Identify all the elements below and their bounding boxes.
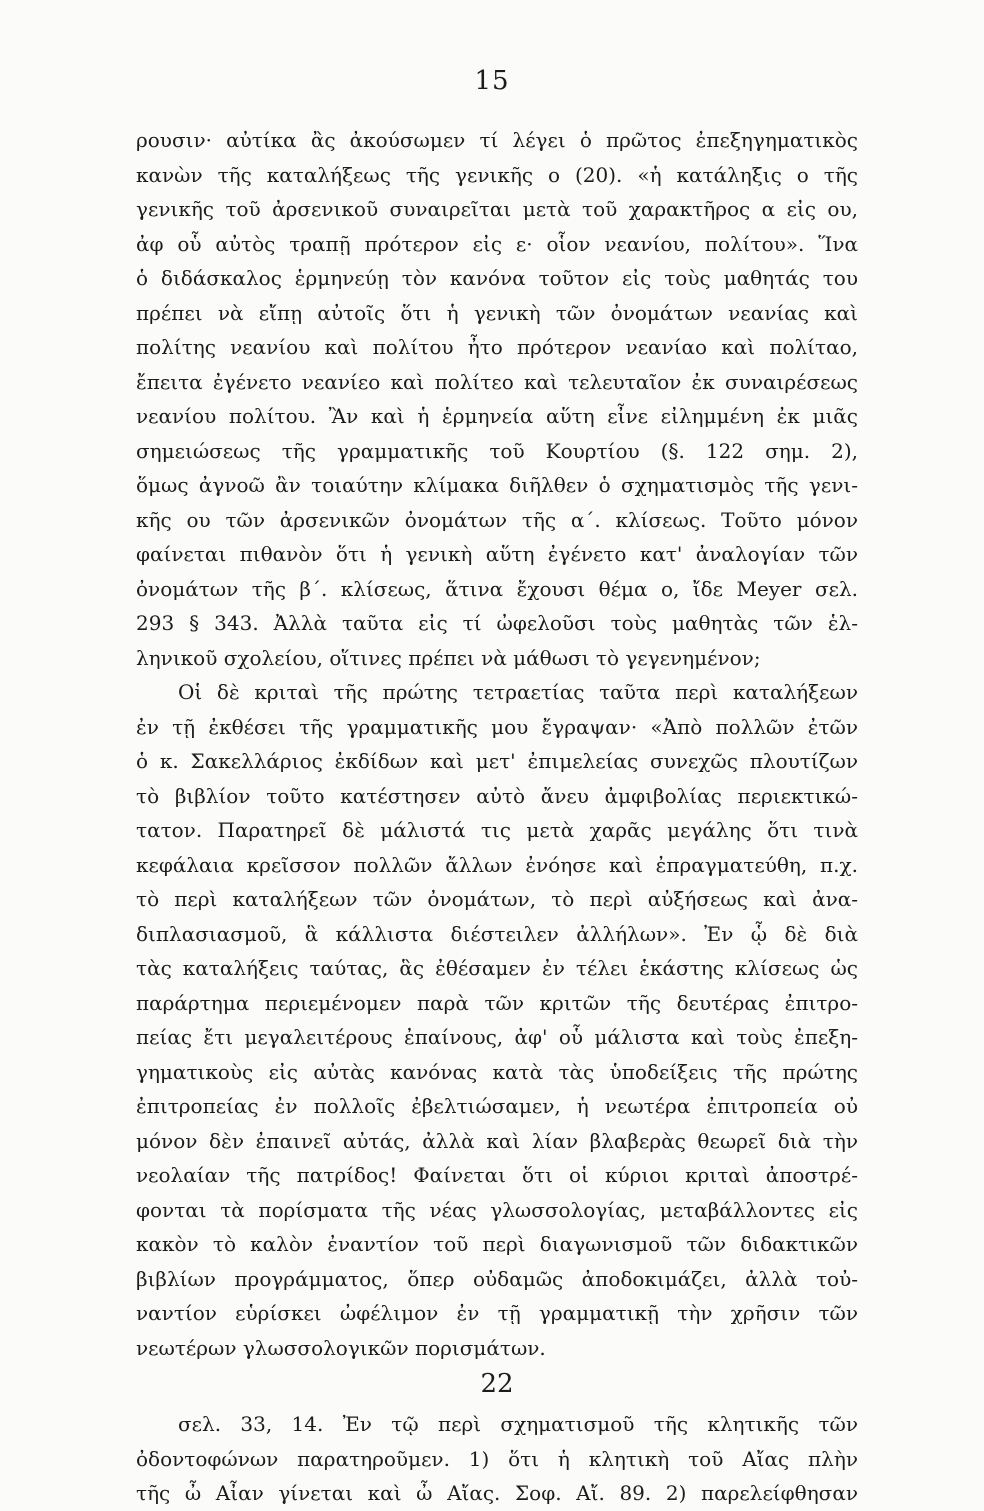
- text-line: ληνικοῦ σχολείου, οἵτινες πρέπει νὰ μάθωσι τὸ γεγενημένον;: [136, 645, 761, 670]
- paragraph-1: [136, 123, 858, 675]
- text-line: πρέπει νὰ εἴπῃ αὐτοῖς ὅτι ἡ γενικὴ τῶν ὀνομάτων νεανίας καὶ: [136, 300, 858, 325]
- text-line: ναντίον εὑρίσκει ὠφέλιμον ἐν τῇ γραμματικῇ τὴν χρῆσιν τῶν: [136, 1301, 858, 1325]
- text-line: νεολαίαν τῆς πατρίδος! Φαίνεται ὅτι οἱ κύριοι κριταὶ ἀποστρέ-: [136, 1163, 858, 1187]
- text-line: νεωτέρων γλωσσολογικῶν πορισμάτων.: [136, 1335, 546, 1360]
- text-line: νεανίου πολίτου. Ἂν καὶ ἡ ἑρμηνεία αὕτη εἶνε εἰλημμένη ἐκ μιᾶς: [136, 404, 858, 428]
- text-line: κανὼν τῆς καταλήξεως τῆς γενικῆς ο (20). «ἡ κατάληξις ο τῆς: [136, 162, 858, 187]
- text-line: τὸ βιβλίον τοῦτο κατέστησεν αὐτὸ ἄνευ ἀμφιβολίας περιεκτικώ-: [136, 783, 858, 808]
- text-line: τὰς καταλήξεις ταύτας, ἃς ἐθέσαμεν ἐν τέλει ἑκάστης κλίσεως ὡς: [136, 956, 858, 980]
- text-line: σημειώσεως τῆς γραμματικῆς τοῦ Κουρτίου (§. 122 σημ. 2),: [136, 438, 858, 463]
- text-line: 293 § 343. Ἀλλὰ ταῦτα εἰς τί ὠφελοῦσι τοὺς μαθητὰς τῶν ἑλ-: [136, 611, 858, 635]
- text-line: ὀδοντοφώνων παρατηροῦμεν. 1) ὅτι ἡ κλητικὴ τοῦ Αἴας πλὴν: [136, 1446, 858, 1471]
- text-line: ρουσιν· αὐτίκα ἂς ἀκούσωμεν τί λέγει ὁ πρῶτος ἐπεξηγηματικὸς: [136, 128, 858, 152]
- text-line: τῆς ὦ Αἶαν γίνεται καὶ ὦ Αἴας. Σοφ. Αἴ. 89. 2) παρελείφθησαν: [136, 1481, 858, 1505]
- text-line: γενικῆς τοῦ ἀρσενικοῦ συναιρεῖται μετὰ τοῦ χαρακτῆρος α εἰς ου,: [136, 197, 858, 221]
- text-line: γηματικοὺς εἰς αὐτὰς κανόνας κατὰ τὰς ὑποδείξεις τῆς πρώτης: [136, 1059, 858, 1084]
- text-line: τατον. Παρατηρεῖ δὲ μάλιστά τις μετὰ χαρᾶς μεγάλης ὅτι τινὰ: [136, 818, 858, 842]
- text-line: κῆς ου τῶν ἀρσενικῶν ὀνομάτων τῆς α΄. κλίσεως. Τοῦτο μόνον: [136, 507, 858, 532]
- text-line: τὸ περὶ καταλήξεων τῶν ὀνομάτων, τὸ περὶ αὐξήσεως καὶ ἀνα-: [136, 887, 858, 911]
- text-line: ἐν τῇ ἐκθέσει τῆς γραμματικῆς μου ἔγραψαν· «Ἀπὸ πολλῶν ἐτῶν: [136, 714, 858, 739]
- text-line: διπλασιασμοῦ, ἃ κάλλιστα διέστειλεν ἀλλήλων». Ἐν ᾧ δὲ διὰ: [136, 921, 858, 946]
- text-line: σελ. 33, 14. Ἐν τῷ περὶ σχηματισμοῦ τῆς κλητικῆς τῶν: [178, 1412, 858, 1436]
- text-line: Οἱ δὲ κριταὶ τῆς πρώτης τετραετίας ταῦτα περὶ καταλήξεων: [178, 680, 858, 704]
- text-line: ὁ κ. Σακελλάριος ἐκδίδων καὶ μετ' ἐπιμελείας συνεχῶς πλουτίζων: [136, 749, 858, 773]
- text-line: ἀφ οὗ αὐτὸς τραπῇ πρότερον εἰς ε· οἷον νεανίου, πολίτου». Ἵνα: [136, 231, 858, 256]
- text-line: φονται τὰ πορίσματα τῆς νέας γλωσσολογίας, μεταβάλλοντες εἰς: [136, 1197, 858, 1222]
- text-line: κακὸν τὸ καλὸν ἐναντίον τοῦ περὶ διαγωνισμοῦ τῶν διδακτικῶν: [136, 1232, 858, 1256]
- text-line: παράρτημα περιεμένομεν παρὰ τῶν κριτῶν τῆς δευτέρας ἐπιτρο-: [136, 990, 858, 1015]
- section-number: 22: [480, 1369, 514, 1399]
- text-line: πείας ἔτι μεγαλειτέρους ἐπαίνους, ἀφ' οὗ μάλιστα καὶ τοὺς ἐπεξη-: [136, 1025, 858, 1049]
- text-line: πολίτης νεανίου καὶ πολίτου ἦτο πρότερον νεανίαο καὶ πολίταο,: [136, 335, 858, 359]
- page-number: 15: [474, 66, 510, 96]
- section-paragraph: [136, 1407, 858, 1511]
- text-line: κεφάλαια κρεῖσσον πολλῶν ἄλλων ἐνόησε καὶ ἐπραγματεύθη, π.χ.: [136, 852, 858, 877]
- text-line: ἐπιτροπείας ἐν πολλοῖς ἐβελτιώσαμεν, ἡ νεωτέρα ἐπιτροπεία οὐ: [136, 1094, 858, 1118]
- text-line: βιβλίων προγράμματος, ὅπερ οὐδαμῶς ἀποδοκιμάζει, ἀλλὰ τοὐ-: [136, 1266, 858, 1291]
- text-line: ὅμως ἀγνοῶ ἂν τοιαύτην κλίμακα διῆλθεν ὁ σχηματισμὸς τῆς γενι-: [136, 473, 858, 497]
- text-line: φαίνεται πιθανὸν ὅτι ἡ γενικὴ αὕτη ἐγένετο κατ' ἀναλογίαν τῶν: [136, 542, 858, 566]
- body-text: [136, 123, 858, 1511]
- text-line: ἔπειτα ἐγένετο νεανίεο καὶ πολίτεο καὶ τελευταῖον ἐκ συναιρέσεως: [136, 369, 858, 394]
- text-line: μόνον δὲν ἐπαινεῖ αὐτάς, ἀλλὰ καὶ λίαν βλαβερὰς θεωρεῖ διὰ τὴν: [136, 1128, 858, 1153]
- paragraph-2: [136, 675, 858, 1365]
- text-line: ὁ διδάσκαλος ἑρμηνεύῃ τὸν κανόνα τοῦτον εἰς τοὺς μαθητάς του: [136, 266, 858, 290]
- text-line: ὀνομάτων τῆς β΄. κλίσεως, ἅτινα ἔχουσι θέμα ο, ἴδε Meyer σελ.: [136, 576, 858, 601]
